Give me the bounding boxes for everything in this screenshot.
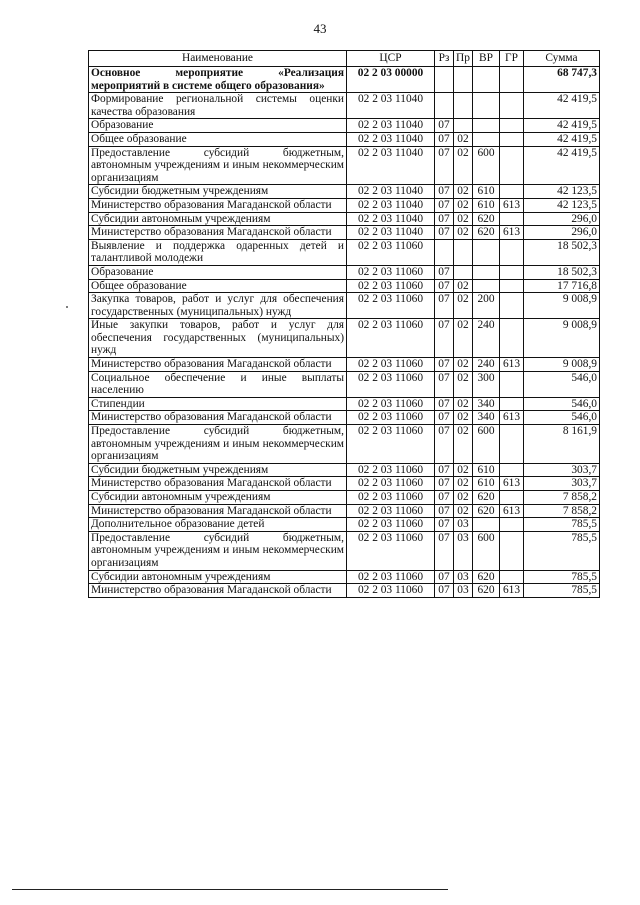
cell-gr: 613 — [500, 358, 524, 372]
table-row — [89, 93, 600, 119]
table-row — [89, 212, 600, 226]
cell-pr: 02 — [454, 185, 473, 199]
cell-name: Предоставление субсидий бюджетным, автономным учреждениям и иным некоммерческим организациям — [89, 531, 347, 570]
cell-csr: 02 2 03 11060 — [347, 477, 435, 491]
table-row — [89, 358, 600, 372]
table-row — [89, 67, 600, 93]
cell-gr — [500, 279, 524, 293]
cell-rz: 07 — [435, 198, 454, 212]
cell-csr: 02 2 03 11040 — [347, 119, 435, 133]
table-row — [89, 425, 600, 464]
cell-sum: 8 161,9 — [524, 425, 600, 464]
cell-name: Предоставление субсидий бюджетным, автономным учреждениям и иным некоммерческим организациям — [89, 425, 347, 464]
cell-pr: 02 — [454, 411, 473, 425]
header-vr: ВР — [473, 51, 500, 67]
cell-gr — [500, 570, 524, 584]
cell-csr: 02 2 03 11060 — [347, 265, 435, 279]
cell-csr: 02 2 03 11040 — [347, 212, 435, 226]
cell-vr: 600 — [473, 146, 500, 185]
cell-rz: 07 — [435, 293, 454, 319]
cell-gr: 613 — [500, 504, 524, 518]
table-row — [89, 185, 600, 199]
cell-pr — [454, 265, 473, 279]
table-row — [89, 491, 600, 505]
cell-sum: 42 419,5 — [524, 119, 600, 133]
cell-rz: 07 — [435, 371, 454, 397]
cell-name: Субсидии автономным учреждениям — [89, 212, 347, 226]
cell-rz: 07 — [435, 491, 454, 505]
cell-csr: 02 2 03 11060 — [347, 425, 435, 464]
cell-vr: 340 — [473, 397, 500, 411]
cell-vr: 600 — [473, 531, 500, 570]
cell-sum: 303,7 — [524, 463, 600, 477]
cell-name: Стипендии — [89, 397, 347, 411]
cell-name: Министерство образования Магаданской области — [89, 584, 347, 598]
cell-vr: 300 — [473, 371, 500, 397]
cell-name: Министерство образования Магаданской области — [89, 477, 347, 491]
cell-csr: 02 2 03 11040 — [347, 146, 435, 185]
cell-rz: 07 — [435, 425, 454, 464]
cell-name: Министерство образования Магаданской области — [89, 226, 347, 240]
cell-csr: 02 2 03 11060 — [347, 531, 435, 570]
cell-csr: 02 2 03 11060 — [347, 584, 435, 598]
footer-rule — [12, 889, 448, 890]
cell-name: Субсидии бюджетным учреждениям — [89, 185, 347, 199]
table-row — [89, 570, 600, 584]
cell-rz: 07 — [435, 411, 454, 425]
cell-sum: 9 008,9 — [524, 319, 600, 358]
cell-csr: 02 2 03 11060 — [347, 239, 435, 265]
cell-pr — [454, 93, 473, 119]
table-body — [89, 67, 600, 598]
table-row — [89, 463, 600, 477]
header-gr: ГР — [500, 51, 524, 67]
cell-gr — [500, 397, 524, 411]
cell-rz: 07 — [435, 397, 454, 411]
cell-rz — [435, 239, 454, 265]
table-header-row — [89, 51, 600, 67]
cell-sum: 42 419,5 — [524, 132, 600, 146]
cell-pr: 02 — [454, 491, 473, 505]
cell-gr — [500, 132, 524, 146]
cell-gr — [500, 212, 524, 226]
cell-vr: 620 — [473, 504, 500, 518]
cell-name: Министерство образования Магаданской области — [89, 411, 347, 425]
cell-pr: 02 — [454, 358, 473, 372]
cell-vr — [473, 93, 500, 119]
cell-pr: 02 — [454, 279, 473, 293]
cell-name: Министерство образования Магаданской области — [89, 198, 347, 212]
cell-gr — [500, 293, 524, 319]
cell-csr: 02 2 03 11060 — [347, 463, 435, 477]
cell-sum: 18 502,3 — [524, 239, 600, 265]
cell-vr: 620 — [473, 491, 500, 505]
scan-speck — [66, 306, 68, 308]
cell-name: Предоставление субсидий бюджетным, автономным учреждениям и иным некоммерческим организациям — [89, 146, 347, 185]
cell-vr — [473, 279, 500, 293]
cell-sum: 9 008,9 — [524, 358, 600, 372]
cell-sum: 7 858,2 — [524, 491, 600, 505]
cell-gr: 613 — [500, 411, 524, 425]
cell-csr: 02 2 03 11040 — [347, 93, 435, 119]
cell-name: Иные закупки товаров, работ и услуг для обеспечения государственных (муниципальных) нужд — [89, 319, 347, 358]
cell-pr: 02 — [454, 371, 473, 397]
cell-name: Общее образование — [89, 279, 347, 293]
cell-csr: 02 2 03 11060 — [347, 504, 435, 518]
cell-csr: 02 2 03 11060 — [347, 358, 435, 372]
cell-rz: 07 — [435, 146, 454, 185]
cell-rz: 07 — [435, 226, 454, 240]
cell-name: Министерство образования Магаданской области — [89, 504, 347, 518]
cell-gr — [500, 319, 524, 358]
cell-pr: 02 — [454, 477, 473, 491]
cell-gr — [500, 146, 524, 185]
table-row — [89, 531, 600, 570]
cell-csr: 02 2 03 11060 — [347, 518, 435, 532]
cell-rz: 07 — [435, 531, 454, 570]
cell-name: Министерство образования Магаданской области — [89, 358, 347, 372]
cell-gr — [500, 463, 524, 477]
cell-sum: 303,7 — [524, 477, 600, 491]
cell-name: Субсидии автономным учреждениям — [89, 570, 347, 584]
table-row — [89, 119, 600, 133]
cell-csr: 02 2 03 11060 — [347, 491, 435, 505]
cell-gr — [500, 119, 524, 133]
cell-sum: 42 419,5 — [524, 93, 600, 119]
header-pr: Пр — [454, 51, 473, 67]
cell-sum: 546,0 — [524, 411, 600, 425]
cell-rz: 07 — [435, 358, 454, 372]
cell-pr: 02 — [454, 319, 473, 358]
header-name: Наименование — [89, 51, 347, 67]
cell-vr: 240 — [473, 358, 500, 372]
table-row — [89, 504, 600, 518]
cell-vr — [473, 132, 500, 146]
cell-name: Выявление и поддержка одаренных детей и талантливой молодежи — [89, 239, 347, 265]
cell-rz: 07 — [435, 319, 454, 358]
cell-gr: 613 — [500, 226, 524, 240]
table-row — [89, 146, 600, 185]
cell-vr: 340 — [473, 411, 500, 425]
cell-gr — [500, 239, 524, 265]
cell-gr: 613 — [500, 198, 524, 212]
cell-gr — [500, 265, 524, 279]
cell-sum: 546,0 — [524, 371, 600, 397]
header-rz: Рз — [435, 51, 454, 67]
cell-sum: 546,0 — [524, 397, 600, 411]
cell-vr — [473, 518, 500, 532]
cell-gr — [500, 371, 524, 397]
cell-sum: 785,5 — [524, 518, 600, 532]
table-row — [89, 226, 600, 240]
cell-pr: 02 — [454, 132, 473, 146]
table-row — [89, 371, 600, 397]
cell-csr: 02 2 03 11060 — [347, 279, 435, 293]
cell-vr: 610 — [473, 477, 500, 491]
header-csr: ЦСР — [347, 51, 435, 67]
page-number: 43 — [313, 21, 327, 36]
cell-vr: 620 — [473, 226, 500, 240]
cell-pr: 03 — [454, 570, 473, 584]
cell-pr: 02 — [454, 504, 473, 518]
cell-sum: 42 123,5 — [524, 198, 600, 212]
cell-gr — [500, 531, 524, 570]
table-row — [89, 319, 600, 358]
cell-pr — [454, 239, 473, 265]
cell-sum: 42 123,5 — [524, 185, 600, 199]
cell-gr — [500, 518, 524, 532]
cell-sum: 785,5 — [524, 531, 600, 570]
cell-csr: 02 2 03 11060 — [347, 397, 435, 411]
cell-csr: 02 2 03 11040 — [347, 198, 435, 212]
cell-vr: 610 — [473, 185, 500, 199]
cell-rz: 07 — [435, 584, 454, 598]
cell-name: Закупка товаров, работ и услуг для обеспечения государственных (муниципальных) нужд — [89, 293, 347, 319]
cell-vr: 620 — [473, 212, 500, 226]
table-row — [89, 477, 600, 491]
cell-gr: 613 — [500, 477, 524, 491]
table-row — [89, 279, 600, 293]
table-row — [89, 132, 600, 146]
cell-gr — [500, 67, 524, 93]
cell-gr — [500, 491, 524, 505]
cell-name: Образование — [89, 265, 347, 279]
header-sum: Сумма — [524, 51, 600, 67]
cell-gr — [500, 425, 524, 464]
cell-name: Формирование региональной системы оценки качества образования — [89, 93, 347, 119]
budget-table — [88, 50, 600, 598]
cell-vr — [473, 67, 500, 93]
cell-sum: 785,5 — [524, 584, 600, 598]
cell-sum: 68 747,3 — [524, 67, 600, 93]
cell-vr: 600 — [473, 425, 500, 464]
table-row — [89, 198, 600, 212]
cell-pr: 02 — [454, 397, 473, 411]
cell-gr — [500, 93, 524, 119]
cell-gr: 613 — [500, 584, 524, 598]
table-row — [89, 265, 600, 279]
cell-vr — [473, 239, 500, 265]
table-row — [89, 518, 600, 532]
cell-name: Субсидии бюджетным учреждениям — [89, 463, 347, 477]
cell-sum: 17 716,8 — [524, 279, 600, 293]
cell-pr: 02 — [454, 425, 473, 464]
cell-rz: 07 — [435, 504, 454, 518]
cell-rz: 07 — [435, 132, 454, 146]
cell-pr: 02 — [454, 226, 473, 240]
cell-sum: 42 419,5 — [524, 146, 600, 185]
cell-sum: 296,0 — [524, 226, 600, 240]
cell-vr: 240 — [473, 319, 500, 358]
cell-name: Общее образование — [89, 132, 347, 146]
cell-pr: 03 — [454, 531, 473, 570]
cell-csr: 02 2 03 00000 — [347, 67, 435, 93]
cell-vr: 200 — [473, 293, 500, 319]
cell-csr: 02 2 03 11060 — [347, 411, 435, 425]
cell-rz — [435, 93, 454, 119]
cell-vr: 620 — [473, 570, 500, 584]
cell-rz: 07 — [435, 570, 454, 584]
cell-csr: 02 2 03 11060 — [347, 570, 435, 584]
cell-pr: 02 — [454, 146, 473, 185]
cell-gr — [500, 185, 524, 199]
cell-sum: 7 858,2 — [524, 504, 600, 518]
cell-pr: 02 — [454, 198, 473, 212]
cell-rz: 07 — [435, 477, 454, 491]
cell-rz: 07 — [435, 212, 454, 226]
cell-name: Социальное обеспечение и иные выплаты населению — [89, 371, 347, 397]
cell-csr: 02 2 03 11040 — [347, 132, 435, 146]
cell-name: Субсидии автономным учреждениям — [89, 491, 347, 505]
cell-csr: 02 2 03 11060 — [347, 319, 435, 358]
cell-rz: 07 — [435, 265, 454, 279]
cell-sum: 9 008,9 — [524, 293, 600, 319]
cell-sum: 296,0 — [524, 212, 600, 226]
cell-rz: 07 — [435, 185, 454, 199]
cell-name: Дополнительное образование детей — [89, 518, 347, 532]
cell-csr: 02 2 03 11060 — [347, 293, 435, 319]
cell-rz: 07 — [435, 518, 454, 532]
cell-pr: 02 — [454, 212, 473, 226]
table-row — [89, 239, 600, 265]
cell-vr: 610 — [473, 198, 500, 212]
cell-vr: 620 — [473, 584, 500, 598]
cell-vr — [473, 119, 500, 133]
table-row — [89, 293, 600, 319]
cell-csr: 02 2 03 11040 — [347, 185, 435, 199]
cell-pr: 02 — [454, 293, 473, 319]
cell-pr: 03 — [454, 584, 473, 598]
cell-name: Основное мероприятие «Реализация мероприятий в системе общего образования» — [89, 67, 347, 93]
cell-pr — [454, 119, 473, 133]
cell-pr: 03 — [454, 518, 473, 532]
table-row — [89, 411, 600, 425]
table-row — [89, 584, 600, 598]
table-row — [89, 397, 600, 411]
cell-rz — [435, 67, 454, 93]
cell-vr: 610 — [473, 463, 500, 477]
cell-pr: 02 — [454, 463, 473, 477]
cell-rz: 07 — [435, 463, 454, 477]
cell-csr: 02 2 03 11040 — [347, 226, 435, 240]
cell-rz: 07 — [435, 279, 454, 293]
cell-csr: 02 2 03 11060 — [347, 371, 435, 397]
cell-sum: 785,5 — [524, 570, 600, 584]
cell-name: Образование — [89, 119, 347, 133]
cell-rz: 07 — [435, 119, 454, 133]
cell-vr — [473, 265, 500, 279]
cell-pr — [454, 67, 473, 93]
cell-sum: 18 502,3 — [524, 265, 600, 279]
